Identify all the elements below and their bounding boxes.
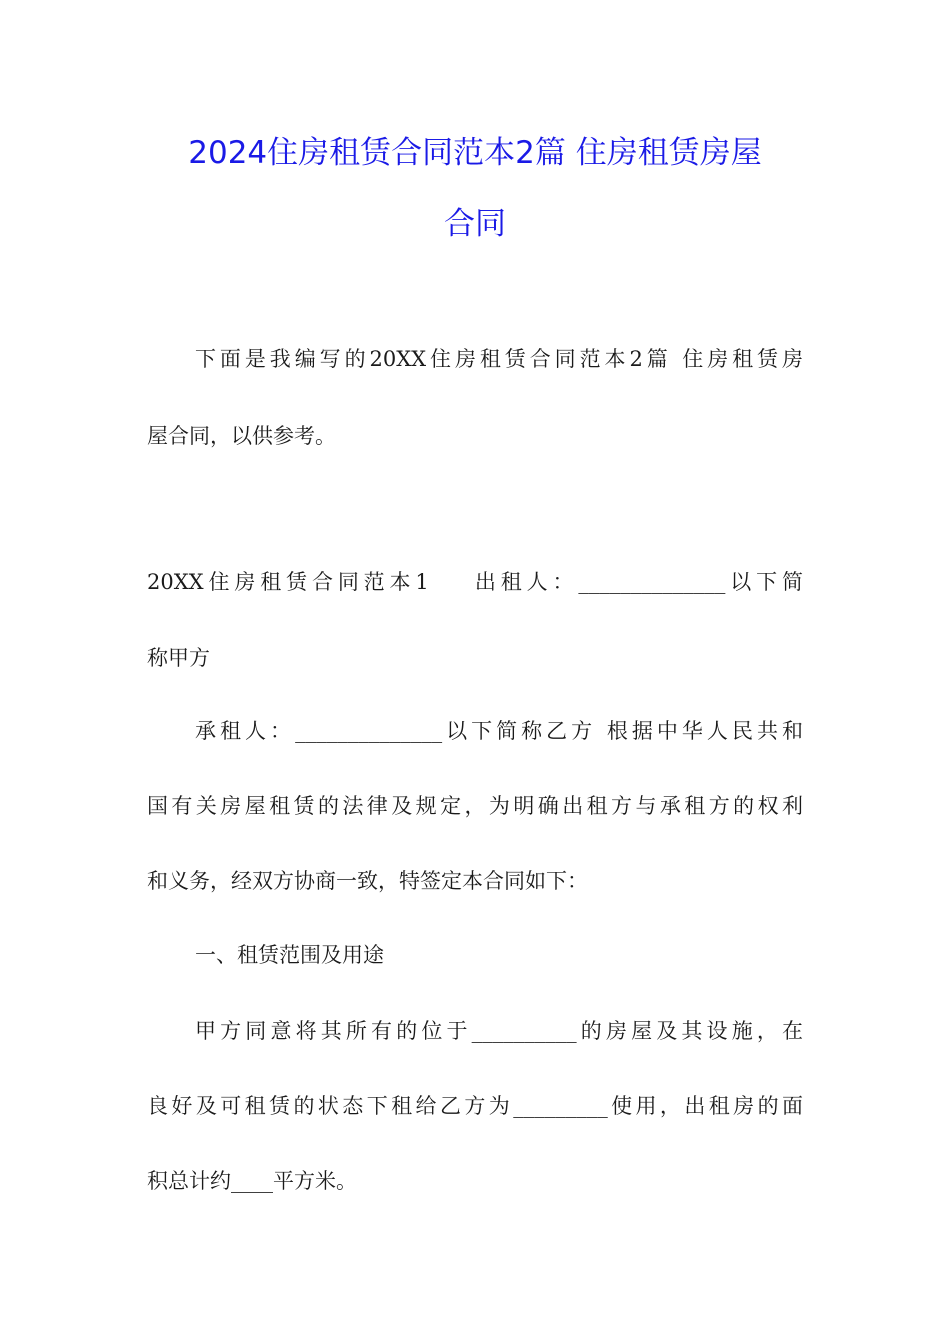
section-1-line-1: 甲方同意将其所有的位于__________的房屋及其设施，在 xyxy=(195,1019,803,1043)
intro-line-1: 下面是我编写的20XX住房租赁合同范本2篇 住房租赁房 xyxy=(195,347,803,371)
intro-line-2: 屋合同，以供参考。 xyxy=(147,424,336,448)
lessee-line-1: 承租人：______________以下简称乙方 根据中华人民共和 xyxy=(195,719,803,743)
lessee-line-3: 和义务，经双方协商一致，特签定本合同如下： xyxy=(147,869,588,893)
lessee-line-2: 国有关房屋租赁的法律及规定，为明确出租方与承租方的权利 xyxy=(147,794,803,818)
section-1-line-3: 积总计约____平方米。 xyxy=(147,1169,357,1193)
contract-heading-line-2: 称甲方 xyxy=(147,646,210,670)
section-heading-1: 一、租赁范围及用途 xyxy=(195,943,384,967)
contract-heading-line: 20XX住房租赁合同范本1 出租人：______________以下简 xyxy=(147,570,803,594)
section-1-line-2: 良好及可租赁的状态下租给乙方为_________使用，出租房的面 xyxy=(147,1094,803,1118)
document-title-line-1: 2024住房租赁合同范本2篇 住房租赁房屋 xyxy=(188,135,762,171)
document-title-line-2: 合同 xyxy=(444,206,506,242)
